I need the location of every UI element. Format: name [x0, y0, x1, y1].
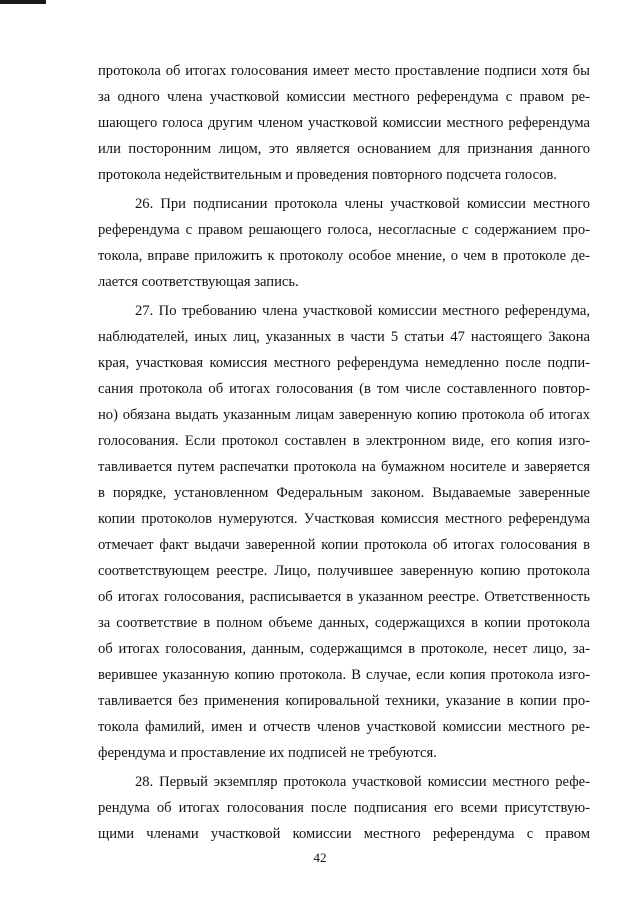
page-number: 42: [313, 850, 327, 865]
text-line: 27. По требованию члена участковой комиссии местного референдума,: [135, 303, 590, 319]
text-line: соответствующем реестре. Лицо, получившее заверенную копию протокола: [98, 563, 590, 579]
text-line: голосования. Если протокол составлен в электронном виде, его копия изго-: [98, 433, 590, 449]
paragraph-4: [98, 769, 590, 847]
text-line: отмечает факт выдачи заверенной копии протокола об итогах голосования в: [98, 537, 590, 553]
text-line: за соответствие в полном объеме данных, содержащихся в копии протокола: [98, 615, 590, 631]
text-line: токола, вправе приложить к протоколу особое мнение, о чем в протоколе де-: [98, 248, 590, 264]
text-line: об итогах голосования, расписывается в указанном реестре. Ответственность: [98, 589, 590, 605]
text-line: края, участковая комиссия местного референдума немедленно после подпи-: [98, 355, 590, 371]
paragraph-1: [98, 58, 590, 188]
text-line: в порядке, установленном Федеральным законом. Выдаваемые заверенные: [98, 485, 590, 501]
text-line: об итогах голосования, данным, содержащимся в протоколе, несет лицо, за-: [98, 641, 590, 657]
text-line: шающего голоса другим членом участковой комиссии местного референдума: [98, 115, 590, 131]
text-line: тавливается без применения копировальной техники, указание в копии про-: [98, 693, 590, 709]
text-line: за одного члена участковой комиссии местного референдума с правом ре-: [98, 89, 590, 105]
text-line: протокола недействительным и проведения повторного подсчета голосов.: [98, 167, 557, 183]
text-line: лается соответствующая запись.: [98, 274, 299, 290]
text-line: 28. Первый экземпляр протокола участковой комиссии местного рефе-: [135, 774, 590, 790]
text-line: протокола об итогах голосования имеет место проставление подписи хотя бы: [98, 63, 590, 79]
text-line: токола фамилий, имен и отчеств членов участковой комиссии местного ре-: [98, 719, 590, 735]
text-line: ферендума и проставление их подписей не требуются.: [98, 745, 437, 761]
text-line: верившее указанную копию протокола. В случае, если копия протокола изго-: [98, 667, 590, 683]
text-line: сания протокола об итогах голосования (в том числе составленного повтор-: [98, 381, 590, 397]
text-line: наблюдателей, иных лиц, указанных в части 5 статьи 47 настоящего Закона: [98, 329, 590, 345]
text-line: щими членами участковой комиссии местного референдума с правом: [98, 826, 590, 842]
text-line: 26. При подписании протокола члены участковой комиссии местного: [135, 196, 590, 212]
text-line: референдума с правом решающего голоса, несогласные с содержанием про-: [98, 222, 590, 238]
paragraph-3: [98, 298, 590, 766]
text-line: рендума об итогах голосования после подписания его всеми присутствую-: [98, 800, 590, 816]
text-line: копии протоколов нумеруются. Участковая комиссия местного референдума: [98, 511, 590, 527]
text-line: тавливается путем распечатки протокола на бумажном носителе и заверяется: [98, 459, 590, 475]
scan-corner-mark: [0, 0, 46, 4]
document-body: [98, 58, 590, 847]
text-line: или посторонним лицом, это является основанием для признания данного: [98, 141, 590, 157]
text-line: но) обязана выдать указанным лицам заверенную копию протокола об итогах: [98, 407, 590, 423]
paragraph-2: [98, 191, 590, 295]
